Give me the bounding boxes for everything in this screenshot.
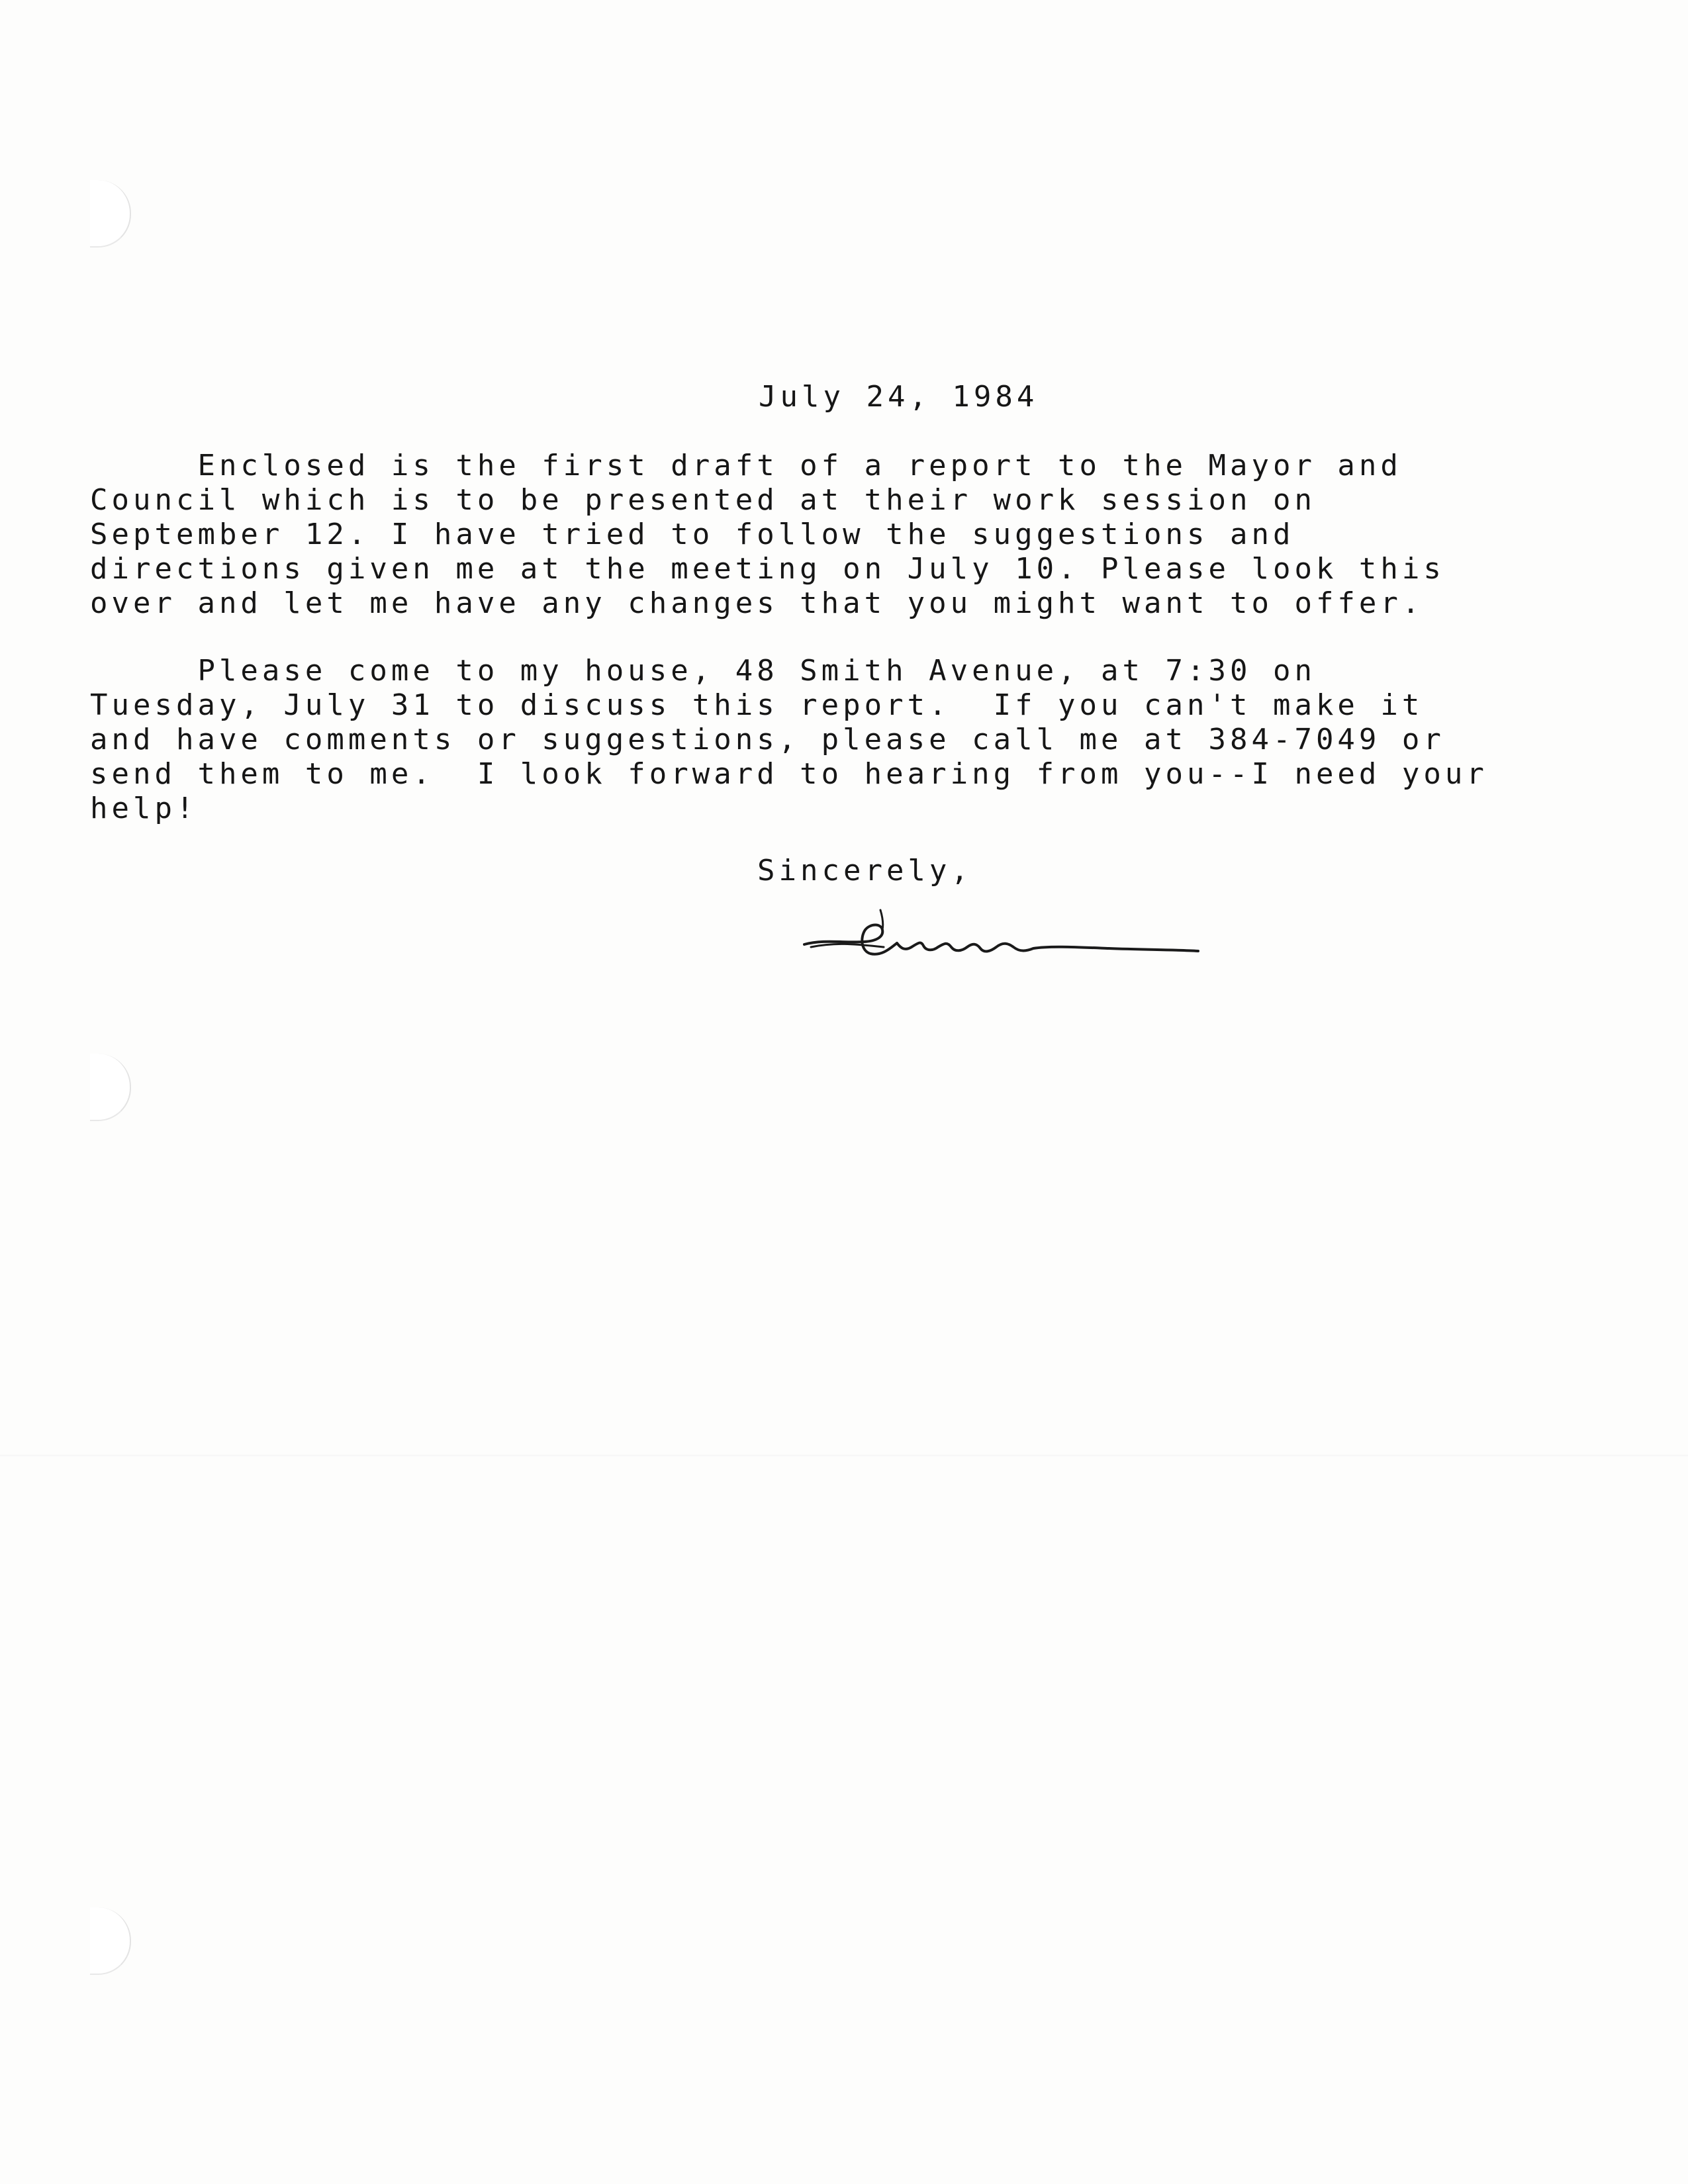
punch-hole: [90, 1907, 131, 1975]
letter-paragraph: Enclosed is the first draft of a report to the Mayor and Council which is to be presented at their work session on September 12. I have tried to follow the suggestions and directions given me at the meeting on July 10. Please look this over and let me have any changes that you might want to offer.: [90, 449, 1445, 620]
letter-date: July 24, 1984: [759, 380, 1039, 414]
letter-paragraph: Please come to my house, 48 Smith Avenue, at 7:30 on Tuesday, July 31 to discuss this report. If you can't make it and have comments or suggestions, please call me at 384-7049 or send them to me. I look forward to hearing from you--I need your help!: [90, 654, 1488, 825]
punch-hole: [90, 1054, 131, 1121]
paper-fold-line: [0, 1455, 1688, 1457]
letter-closing: Sincerely,: [757, 854, 972, 887]
punch-hole: [90, 180, 131, 248]
handwritten-signature: [798, 903, 1208, 976]
